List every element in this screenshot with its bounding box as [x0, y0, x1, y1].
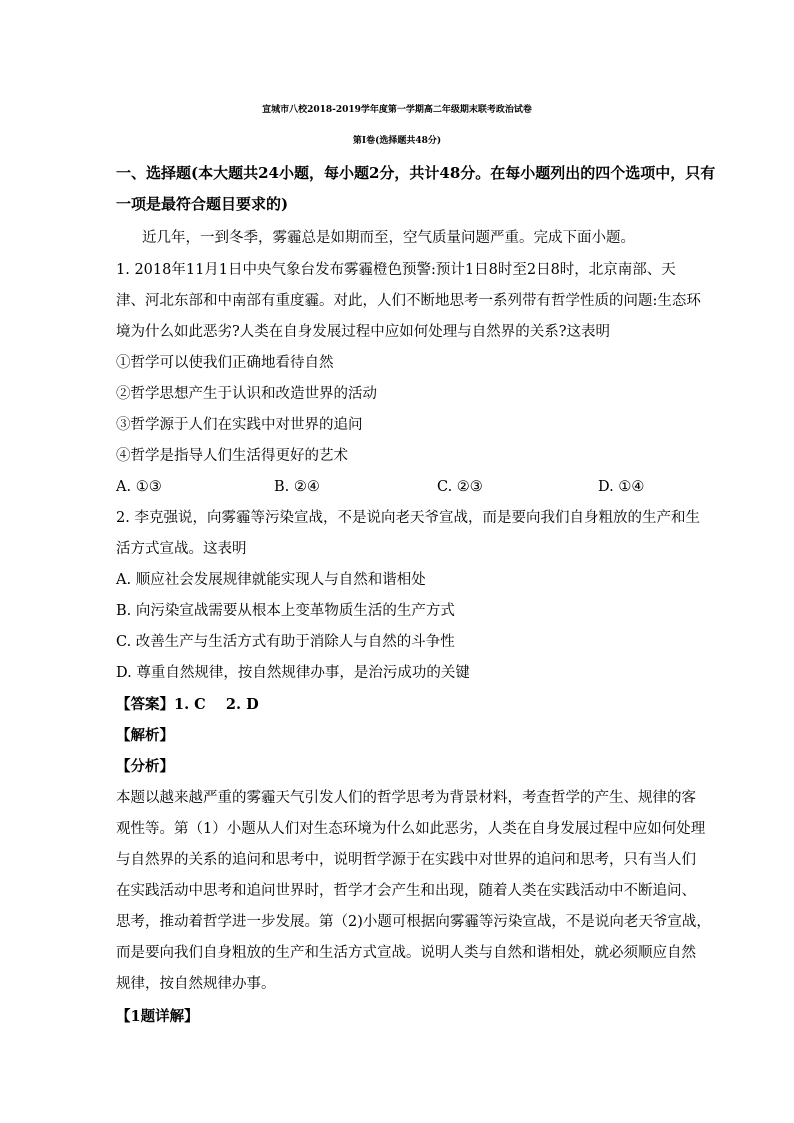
section-heading-line-2: 一项是最符合题目要求的)	[116, 195, 289, 213]
analysis-line-7: 规律，按自然规律办事。	[116, 976, 276, 992]
analysis-heading: 【分析】	[116, 758, 174, 775]
detail-heading: 【1题详解】	[116, 1008, 199, 1025]
question-1-option-b: B. ②④	[274, 479, 320, 495]
intro-text: 近几年，一到冬季，雾霾总是如期而至，空气质量问题严重。完成下面小题。	[142, 230, 635, 246]
analysis-line-6: 而是要向我们自身粗放的生产和生活方式宣战。说明人类与自然和谐相处，就必须顺应自然	[116, 945, 696, 961]
explanation-heading: 【解析】	[116, 727, 174, 744]
analysis-line-4: 在实践活动中思考和追问世界时，哲学才会产生和出现，随着人类在实践活动中不断追问、	[116, 883, 696, 899]
question-2-option-a: A. 顺应社会发展规律就能实现人与自然和谐相处	[116, 572, 426, 588]
statement-3: ③哲学源于人们在实践中对世界的追问	[116, 417, 363, 433]
statement-4: ④哲学是指导人们生活得更好的艺术	[116, 448, 348, 464]
statement-2: ②哲学思想产生于认识和改造世界的活动	[116, 386, 377, 402]
question-2-option-b: B. 向污染宣战需要从根本上变革物质生活的生产方式	[116, 603, 455, 619]
question-1-line-1: 1. 2018年11月1日中央气象台发布雾霾橙色预警:预计1日8时至2日8时，北京南部、天	[116, 262, 676, 278]
question-2-line-2: 活方式宣战。这表明	[116, 541, 247, 557]
question-1-line-3: 境为什么如此恶劣?人类在自身发展过程中应如何处理与自然界的关系?这表明	[116, 324, 611, 340]
question-2-option-c: C. 改善生产与生活方式有助于消除人与自然的斗争性	[116, 634, 455, 650]
analysis-line-1: 本题以越来越严重的雾霾天气引发人们的哲学思考为背景材料，考查哲学的产生、规律的客	[116, 790, 696, 806]
page-title: 宣城市八校2018-2019学年度第一学期高二年级期末联考政治试卷	[262, 105, 532, 115]
question-1-line-2: 津、河北东部和中南部有重度霾。对此，人们不断地思考一系列带有哲学性质的问题:生态环	[116, 293, 701, 309]
section-heading-line-1: 一、选择题(本大题共24小题，每小题2分，共计48分。在每小题列出的四个选项中，只有	[116, 164, 716, 182]
page-subtitle: 第I卷(选择题共48分)	[352, 136, 442, 146]
question-1-option-a: A. ①③	[116, 479, 162, 495]
analysis-line-5: 思考，推动着哲学进一步发展。第（2)小题可根据向雾霾等污染宣战，不是说向老天爷宣战，	[116, 914, 711, 930]
analysis-line-2: 观性等。第（1）小题从人们对生态环境为什么如此恶劣，人类在自身发展过程中应如何处理	[116, 821, 706, 837]
statement-1: ①哲学可以使我们正确地看待自然	[116, 355, 334, 371]
question-2-option-d: D. 尊重自然规律，按自然规律办事，是治污成功的关键	[116, 665, 470, 681]
answer-line: 【答案】1. C 2. D	[116, 696, 259, 713]
question-2-line-1: 2. 李克强说，向雾霾等污染宣战，不是说向老天爷宣战，而是要向我们自身粗放的生产和生	[116, 510, 700, 526]
question-1-option-d: D. ①④	[598, 479, 645, 495]
question-1-option-c: C. ②③	[437, 479, 483, 495]
analysis-line-3: 与自然界的关系的追问和思考中，说明哲学源于在实践中对世界的追问和思考，只有当人们	[116, 852, 696, 868]
